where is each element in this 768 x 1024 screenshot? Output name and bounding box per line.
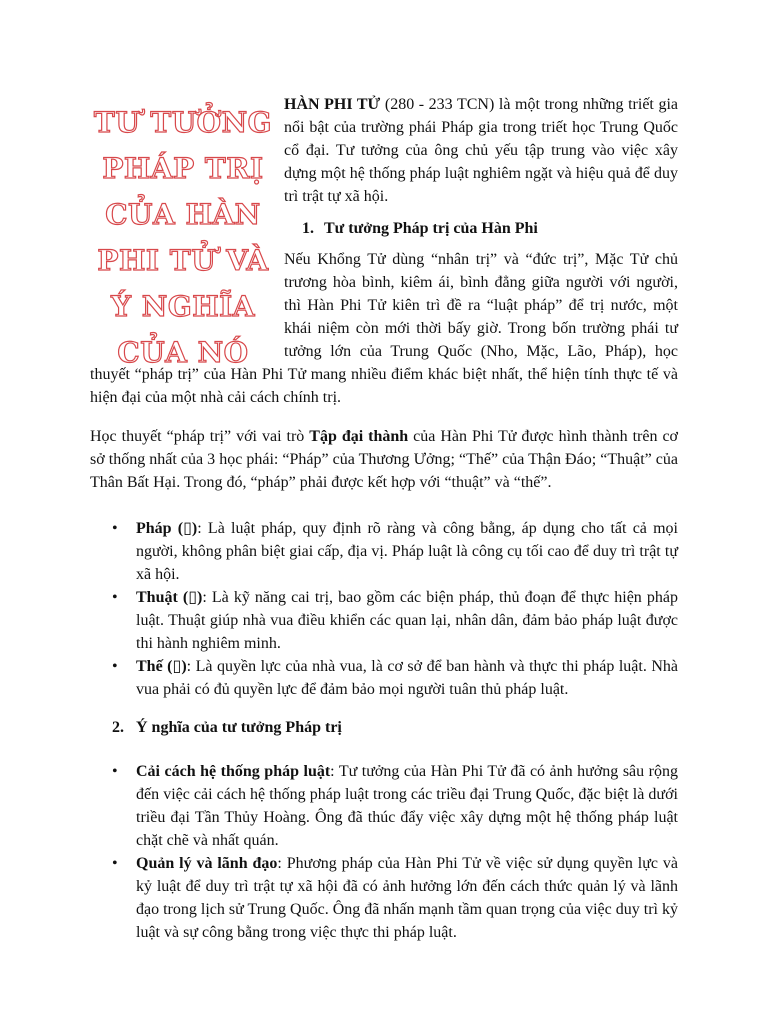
- list-item-text: : Là quyền lực của nhà vua, là cơ sở để ban hành và thực thi pháp luật. Nhà vua phải có đủ quyền lực để đảm bảo mọi người tuân thủ pháp luật.: [136, 658, 679, 698]
- title-line: PHI TỬ VÀ: [97, 244, 269, 277]
- para2-text-before: Học thuyết “pháp trị” với vai trò: [90, 428, 310, 445]
- bullet-glyph: •: [112, 855, 118, 872]
- section-2-heading: [90, 716, 678, 739]
- list-item-text: : Là luật pháp, quy định rõ ràng và công bằng, áp dụng cho tất cả mọi người, không phân biệt giai cấp, địa vị. Pháp luật là công cụ tối cao để duy trì trật tự xã hội.: [136, 520, 679, 583]
- title-float-spacer: [90, 93, 284, 348]
- bullet-glyph: •: [112, 763, 118, 780]
- intro-name: HÀN PHI TỬ: [284, 96, 381, 113]
- list-item-term: Thế (▯): [136, 658, 187, 675]
- list-item-text: : Tư tưởng của Hàn Phi Tử đã có ảnh hưởng sâu rộng đến việc cải cách hệ thống pháp luật trong các triều đại Trung Quốc, đặc biệt là dưới triều đại Tần Thủy Hoàng. Ông đã thúc đẩy việc xây dựng một hệ thống pháp luật chặt chẽ và nhất quán.: [136, 763, 678, 849]
- list-item-text: : Phương pháp của Hàn Phi Tử về việc sử dụng quyền lực và kỷ luật để duy trì trật tự xã hội đã có ảnh hưởng lớn đến cách thức quản lý và lãnh đạo trong lịch sử Trung Quốc. Ông đã nhấn mạnh tầm quan trọng của việc duy trì kỷ luật và sự công bằng trong việc thực thi pháp luật.: [136, 855, 679, 941]
- list-item-term: Pháp (▯): [136, 520, 198, 537]
- list-item-the: [90, 655, 678, 701]
- para2-bold-term: Tập đại thành: [309, 428, 409, 445]
- document-body: [90, 93, 678, 944]
- title-line: PHÁP TRỊ: [102, 152, 264, 185]
- list-item-thuat: [90, 586, 678, 655]
- title-line: TƯ TƯỞNG: [93, 106, 273, 139]
- section-1-bullet-list: [90, 517, 678, 701]
- section-1-paragraph-1: Nếu Khổng Tử dùng “nhân trị” và “đức trị”, Mặc Tử chủ trương hòa bình, kiêm ái, bình đẳng giữa người với người, thì Hàn Phi Tử kiên trì đề ra “luật pháp” để trị nước, một khái niệm còn mới thời bấy giờ. Trong bốn trường phái tư tưởng lớn của Trung Quốc (Nho, Mặc, Lão, Pháp), học thuyết “pháp trị” của Hàn Phi Tử mang nhiều điểm khác biệt nhất, thể hiện tính thực tế và hiện đại của một nhà cải cách chính trị.: [90, 251, 678, 406]
- title-line: CỦA NÓ: [117, 336, 249, 369]
- list-item-text: : Là kỹ năng cai trị, bao gồm các biện pháp, thủ đoạn để thực hiện pháp luật. Thuật giúp nhà vua điều khiển các quan lại, nhân dân, đảm bảo pháp luật được thi hành nghiêm minh.: [136, 589, 678, 652]
- title-line: CỦA HÀN: [105, 198, 261, 231]
- section-2-bullet-list: [90, 760, 678, 944]
- bullet-glyph: •: [112, 589, 118, 606]
- list-item-legal-reform: [90, 760, 678, 852]
- section-2-number: 2.: [112, 719, 124, 736]
- bullet-glyph: •: [112, 658, 118, 675]
- intro-text: (280 - 233 TCN) là một trong những triết gia nổi bật của trường phái Pháp gia trong triết học Trung Quốc cổ đại. Tư tưởng của ông chủ yếu tập trung vào việc xây dựng một hệ thống pháp luật nghiêm ngặt và hiệu quả để duy trì trật tự xã hội.: [284, 96, 678, 205]
- section-1-paragraph-2: [90, 425, 678, 494]
- section-2-title: Ý nghĩa của tư tưởng Pháp trị: [136, 719, 342, 736]
- list-item-term: Thuật (▯): [136, 589, 203, 606]
- para2-text-after: của Hàn Phi Tử được hình thành trên cơ sở thống nhất của 3 học phái: “Pháp” của Thương Ưởng; “Thế” của Thận Đáo; “Thuật” của Thân Bất Hại. Trong đó, “pháp” phải được kết hợp với “thuật” và “thế”.: [90, 428, 679, 491]
- section-1-number: 1.: [302, 220, 314, 237]
- section-1-title: Tư tưởng Pháp trị của Hàn Phi: [324, 220, 538, 237]
- bullet-glyph: •: [112, 520, 118, 537]
- list-item-term: Quản lý và lãnh đạo: [136, 855, 278, 872]
- title-line: Ý NGHĨA: [110, 290, 256, 323]
- list-item-management: [90, 852, 678, 944]
- list-item-term: Cải cách hệ thống pháp luật: [136, 763, 331, 780]
- list-item-phap: [90, 517, 678, 586]
